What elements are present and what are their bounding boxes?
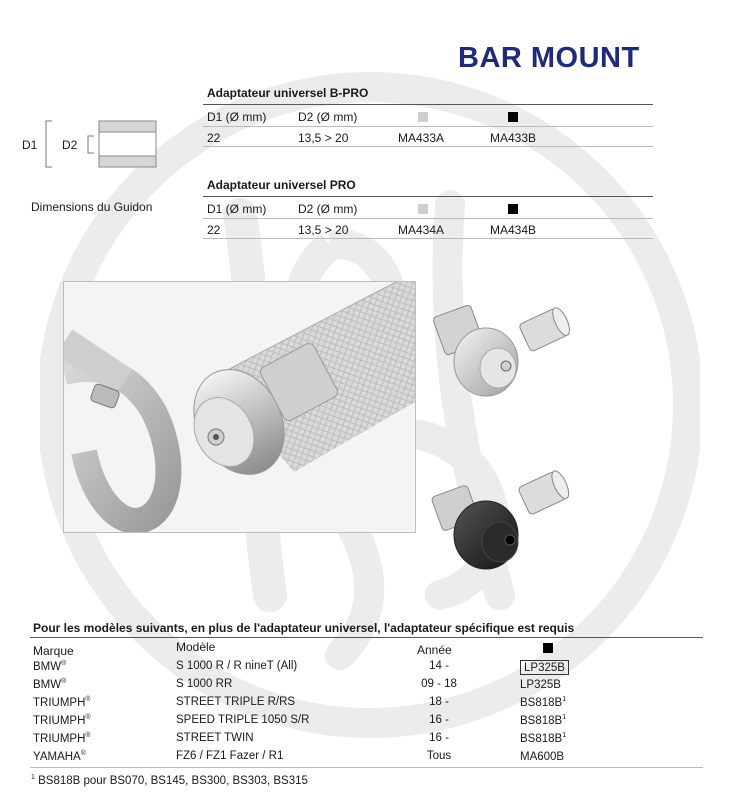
row-code-text: BS818B xyxy=(520,732,563,745)
row-model: FZ6 / FZ1 Fazer / R1 xyxy=(176,750,284,762)
bpro-col-d2: D2 (Ø mm) xyxy=(298,110,358,124)
divider xyxy=(203,238,653,239)
bpro-d2-value: 13,5 > 20 xyxy=(298,131,349,145)
row-brand xyxy=(33,714,91,727)
row-code xyxy=(520,714,566,727)
registered-mark: ® xyxy=(85,714,91,721)
row-note-mark: 1 xyxy=(562,714,567,721)
row-brand-text: TRIUMPH xyxy=(33,732,86,745)
handlebar-diagram xyxy=(44,116,164,174)
row-brand xyxy=(33,696,91,709)
pro-code-a: MA434A xyxy=(398,223,445,237)
row-brand xyxy=(33,750,86,763)
black-square-icon xyxy=(508,204,518,214)
row-model: S 1000 R / R nineT (All) xyxy=(176,660,298,672)
row-code-text: LP325B xyxy=(524,661,565,674)
bpro-code-b: MA433B xyxy=(490,131,537,145)
row-code xyxy=(520,696,566,709)
pro-col-d1: D1 (Ø mm) xyxy=(207,202,267,216)
row-year: 14 - xyxy=(429,660,449,672)
bpro-d1-value: 22 xyxy=(207,131,221,145)
divider xyxy=(203,196,653,197)
row-year: 18 - xyxy=(429,696,449,708)
row-brand-text: TRIUMPH xyxy=(33,696,86,709)
row-brand-text: BMW xyxy=(33,660,62,673)
black-square-icon xyxy=(543,643,553,653)
divider xyxy=(203,126,653,127)
registered-mark: ® xyxy=(80,750,86,757)
row-model: STREET TRIPLE R/RS xyxy=(176,696,296,708)
footnote xyxy=(31,774,308,787)
silver-bar-end-photo xyxy=(428,300,588,420)
row-brand-text: YAMAHA xyxy=(33,750,81,763)
row-code-text: LP325B xyxy=(520,678,561,691)
col-year: Année xyxy=(417,643,452,657)
row-code-text: BS818B xyxy=(520,714,563,727)
pro-d1-value: 22 xyxy=(207,223,221,237)
pro-code-b: MA434B xyxy=(490,223,537,237)
row-year: 09 - 18 xyxy=(421,678,457,690)
models-heading: Pour les modèles suivants, en plus de l'adaptateur universel, l'adaptateur spécifique est requis xyxy=(33,621,575,635)
divider xyxy=(30,767,703,768)
col-model: Modèle xyxy=(176,640,216,654)
product-photo-main xyxy=(63,281,416,533)
row-year: 16 - xyxy=(429,732,449,744)
divider xyxy=(203,146,653,147)
divider xyxy=(203,104,653,105)
row-code xyxy=(520,732,566,745)
registered-mark: ® xyxy=(85,696,91,703)
row-brand xyxy=(33,660,66,673)
row-note-mark: 1 xyxy=(562,732,567,739)
row-code-text: MA600B xyxy=(520,750,565,763)
row-code xyxy=(520,678,561,691)
grey-square-icon xyxy=(418,204,428,214)
row-year: Tous xyxy=(426,750,452,762)
col-brand: Marque xyxy=(33,644,74,658)
page-title: BAR MOUNT xyxy=(458,42,640,74)
pro-col-d2: D2 (Ø mm) xyxy=(298,202,358,216)
row-year: 16 - xyxy=(429,714,449,726)
bpro-code-a: MA433A xyxy=(398,131,445,145)
row-code xyxy=(520,750,564,763)
divider xyxy=(30,637,703,638)
diagram-d1-label: D1 xyxy=(22,138,38,152)
bpro-col-d1: D1 (Ø mm) xyxy=(207,110,267,124)
row-brand xyxy=(33,732,91,745)
registered-mark: ® xyxy=(61,678,67,685)
grey-square-icon xyxy=(418,112,428,122)
diagram-d2-label: D2 xyxy=(62,138,78,152)
row-model: SPEED TRIPLE 1050 S/R xyxy=(176,714,310,726)
pro-heading: Adaptateur universel PRO xyxy=(207,178,356,192)
bpro-heading: Adaptateur universel B-PRO xyxy=(207,86,369,100)
diagram-caption: Dimensions du Guidon xyxy=(31,200,153,214)
row-model: S 1000 RR xyxy=(176,678,233,690)
row-brand-text: TRIUMPH xyxy=(33,714,86,727)
registered-mark: ® xyxy=(61,660,67,667)
black-bar-end-photo xyxy=(428,470,588,580)
row-note-mark: 1 xyxy=(562,696,567,703)
row-brand-text: BMW xyxy=(33,678,62,691)
black-square-icon xyxy=(508,112,518,122)
footnote-mark: 1 xyxy=(31,774,35,781)
divider xyxy=(203,218,653,219)
row-code xyxy=(520,660,569,675)
registered-mark: ® xyxy=(85,732,91,739)
footnote-text: BS818B pour BS070, BS145, BS300, BS303, BS315 xyxy=(38,774,308,787)
pro-d2-value: 13,5 > 20 xyxy=(298,223,349,237)
row-code-text: BS818B xyxy=(520,696,563,709)
row-brand xyxy=(33,678,66,691)
row-model: STREET TWIN xyxy=(176,732,254,744)
